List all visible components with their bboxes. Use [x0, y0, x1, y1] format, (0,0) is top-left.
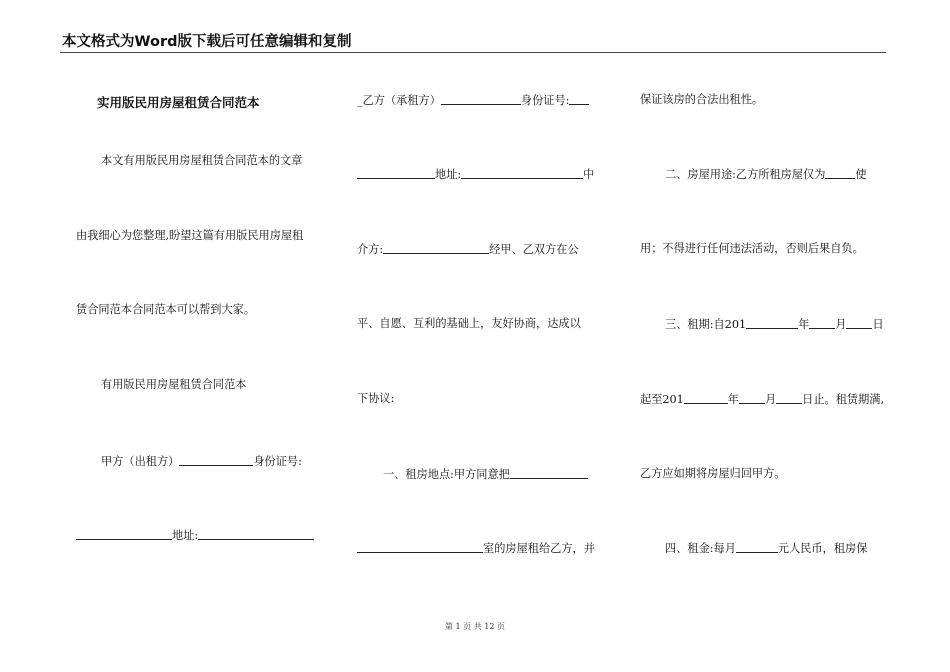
end-month-blank	[739, 392, 765, 404]
lessee-address-blank	[461, 167, 583, 179]
clause-4-label: 四、租金:每月	[665, 542, 736, 555]
lessor-address-blank	[198, 528, 314, 540]
col3-line-4	[665, 317, 884, 332]
text-fragment: 经甲、乙双方在公	[489, 243, 579, 256]
agent-blank	[383, 242, 489, 254]
header-divider	[60, 52, 886, 53]
col3-line-6: 乙方应如期将房屋归回甲方。	[640, 467, 786, 480]
rent-blank	[736, 541, 778, 553]
start-year-blank	[746, 317, 798, 329]
text-fragment: 使	[855, 168, 867, 181]
location-blank-2	[357, 541, 483, 553]
lessee-id-blank-2	[357, 167, 435, 179]
id-number-label: 身份证号:	[253, 455, 302, 468]
col1-line-3: 赁合同范本合同范本可以帮到大家。	[76, 303, 256, 316]
col3-line-1: 保证该房的合法出租性。	[640, 93, 764, 106]
month-label: 月	[764, 393, 777, 406]
lessee-id-blank	[569, 93, 589, 105]
document-header: 本文格式为Word版下载后可任意编辑和复制	[62, 34, 352, 50]
col1-line-1: 本文有用版民用房屋租赁合同范本的文章	[101, 154, 303, 167]
text-fragment: 元人民币，租房保	[777, 542, 868, 555]
agent-label: 介方:	[357, 243, 384, 256]
lessor-name-blank	[179, 454, 253, 466]
col2-line-3	[357, 242, 579, 257]
col1-line-6	[76, 528, 314, 543]
lessor-label: 甲方（出租方）	[101, 455, 180, 468]
col2-line-5: 下协议:	[357, 392, 395, 405]
end-year-blank	[684, 392, 728, 404]
text-fragment: 室的房屋租给乙方，并	[483, 542, 595, 555]
start-month-blank	[809, 317, 835, 329]
end-date-label: 起至201	[640, 393, 684, 406]
lessor-id-blank	[76, 528, 172, 540]
address-label: 地址:	[435, 168, 462, 181]
start-day-blank	[846, 317, 872, 329]
day-label: 日	[872, 318, 884, 331]
col1-line-5	[101, 454, 302, 469]
col3-line-2	[665, 167, 867, 182]
document-title: 实用版民用房屋租赁合同范本	[97, 95, 260, 110]
page-number-footer: 第 1 页 共 12 页	[445, 622, 505, 631]
id-number-label: 身份证号:	[520, 94, 570, 107]
col2-line-4: 平、自愿、互利的基础上，友好协商，达成以	[357, 317, 581, 330]
clause-3-label: 三、租期:自201	[665, 318, 747, 331]
use-blank	[825, 167, 855, 179]
col2-line-2	[357, 167, 594, 182]
address-label: 地址:	[172, 529, 199, 542]
col1-line-2: 由我细心为您整理,盼望这篇有用版民用房屋租	[76, 229, 304, 242]
location-blank	[510, 467, 588, 479]
text-fragment: 中	[583, 168, 595, 181]
lessee-name-blank	[441, 93, 521, 105]
lessee-label: _乙方（承租方）	[357, 94, 441, 107]
year-label: 年	[798, 318, 810, 331]
year-label: 年	[727, 393, 739, 406]
clause-1-label: 一、租房地点:甲方同意把	[383, 468, 510, 481]
col2-line-7	[357, 541, 595, 556]
month-label: 月	[835, 318, 847, 331]
text-fragment: 日止。租赁期满,	[802, 393, 885, 406]
col2-line-6	[383, 467, 588, 482]
col3-line-7	[665, 541, 867, 556]
col1-line-4: 有用版民用房屋租赁合同范本	[101, 378, 247, 391]
col3-line-3: 用；不得进行任何违法活动，否则后果自负。	[640, 242, 864, 255]
col2-line-1	[357, 93, 589, 108]
end-day-blank	[776, 392, 802, 404]
clause-2-label: 二、房屋用途:乙方所租房屋仅为	[665, 168, 826, 181]
col3-line-5	[640, 392, 884, 407]
